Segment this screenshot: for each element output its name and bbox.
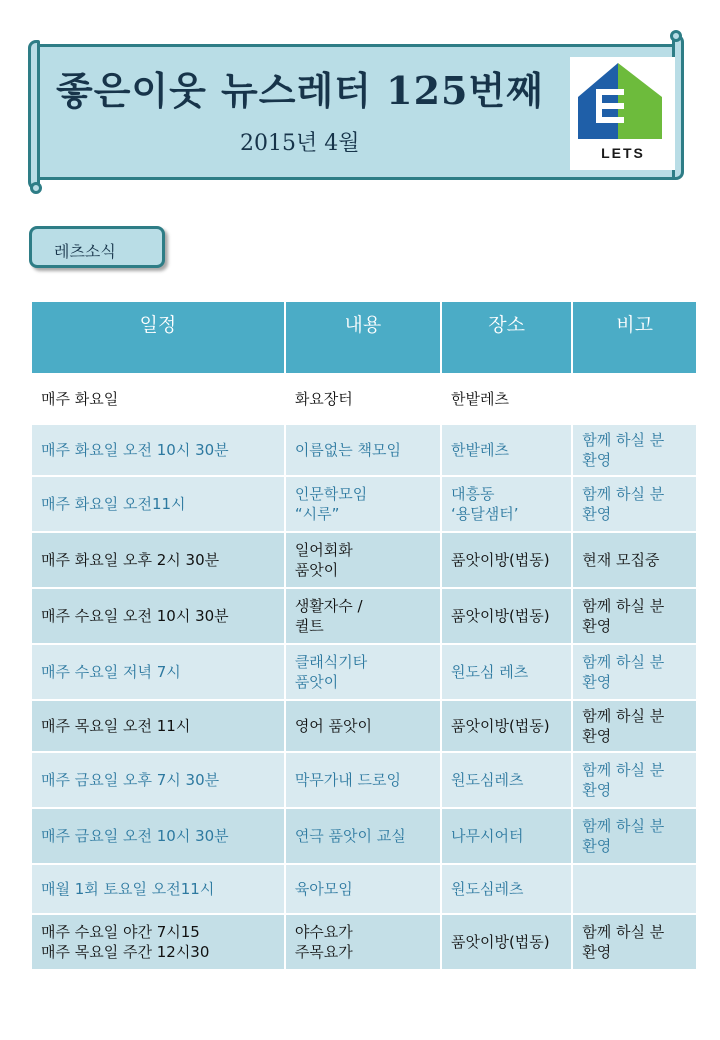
schedule-cell: 매주 수요일 오전 10시 30분: [31, 588, 285, 644]
table-row: [31, 864, 697, 914]
schedule-cell: 매주 화요일 오전11시: [31, 476, 285, 532]
schedule-cell: 매주 수요일 저녁 7시: [31, 644, 285, 700]
note-cell: 함께 하실 분 환영: [572, 476, 697, 532]
schedule-cell: 매주 금요일 오전 10시 30분: [31, 808, 285, 864]
note-cell: 함께 하실 분 환영: [572, 808, 697, 864]
table-row: [31, 914, 697, 970]
scroll-curl-left: [28, 40, 40, 190]
content-cell: 일어회화 품앗이: [285, 532, 441, 588]
logo-text: LETS: [601, 145, 645, 161]
schedule-table: [30, 300, 698, 971]
location-cell: 나무시어터: [441, 808, 572, 864]
header-location: 장소: [441, 301, 572, 374]
location-cell: 한밭레츠: [441, 424, 572, 476]
section-tab: [29, 226, 165, 268]
scroll-roll-top: [670, 30, 682, 42]
content-cell: 인문학모임 “시루”: [285, 476, 441, 532]
location-cell: 한밭레츠: [441, 374, 572, 424]
content-cell: 육아모임: [285, 864, 441, 914]
content-cell: 막무가내 드로잉: [285, 752, 441, 808]
schedule-cell: 매주 화요일: [31, 374, 285, 424]
scroll-roll-bottom: [30, 182, 42, 194]
lets-logo: [570, 57, 675, 170]
content-cell: 생활자수 / 퀼트: [285, 588, 441, 644]
header-note: 비고: [572, 301, 697, 374]
note-cell: [572, 864, 697, 914]
newsletter-date: 2015년 4월: [240, 131, 360, 156]
note-cell: 함께 하실 분 환영: [572, 914, 697, 970]
table-row: [31, 752, 697, 808]
table-row: [31, 644, 697, 700]
table-row: [31, 476, 697, 532]
location-cell: 원도심 레츠: [441, 644, 572, 700]
location-cell: 대흥동 ‘용달샘터’: [441, 476, 572, 532]
schedule-cell: 매주 화요일 오전 10시 30분: [31, 424, 285, 476]
table-header-row: [31, 301, 697, 374]
schedule-cell: 매주 수요일 야간 7시15 매주 목요일 주간 12시30: [31, 914, 285, 970]
header-schedule: 일정: [31, 301, 285, 374]
content-cell: 클래식기타 품앗이: [285, 644, 441, 700]
note-cell: [572, 374, 697, 424]
table-row: [31, 374, 697, 424]
table-row: [31, 808, 697, 864]
header-content: 내용: [285, 301, 441, 374]
schedule-cell: 매주 화요일 오후 2시 30분: [31, 532, 285, 588]
schedule-cell: 매월 1회 토요일 오전11시: [31, 864, 285, 914]
section-tab-label: 레츠소식: [54, 242, 116, 261]
location-cell: 품앗이방(법동): [441, 532, 572, 588]
schedule-cell: 매주 목요일 오전 11시: [31, 700, 285, 752]
location-cell: 원도심레츠: [441, 752, 572, 808]
note-cell: 함께 하실 분 환영: [572, 424, 697, 476]
content-cell: 야수요가 주목요가: [285, 914, 441, 970]
location-cell: 원도심레츠: [441, 864, 572, 914]
schedule-cell: 매주 금요일 오후 7시 30분: [31, 752, 285, 808]
note-cell: 함께 하실 분 환영: [572, 752, 697, 808]
note-cell: 함께 하실 분 환영: [572, 644, 697, 700]
note-cell: 함께 하실 분 환영: [572, 700, 697, 752]
content-cell: 이름없는 책모임: [285, 424, 441, 476]
location-cell: 품앗이방(법동): [441, 588, 572, 644]
table-row: [31, 588, 697, 644]
table-row: [31, 424, 697, 476]
note-cell: 함께 하실 분 환영: [572, 588, 697, 644]
content-cell: 영어 품앗이: [285, 700, 441, 752]
location-cell: 품앗이방(법동): [441, 700, 572, 752]
content-cell: 화요장터: [285, 374, 441, 424]
table-row: [31, 532, 697, 588]
table-row: [31, 700, 697, 752]
note-cell: 현재 모집중: [572, 532, 697, 588]
location-cell: 품앗이방(법동): [441, 914, 572, 970]
content-cell: 연극 품앗이 교실: [285, 808, 441, 864]
newsletter-title: 좋은이웃 뉴스레터 125번째: [56, 68, 544, 113]
schedule-body: [31, 374, 697, 970]
